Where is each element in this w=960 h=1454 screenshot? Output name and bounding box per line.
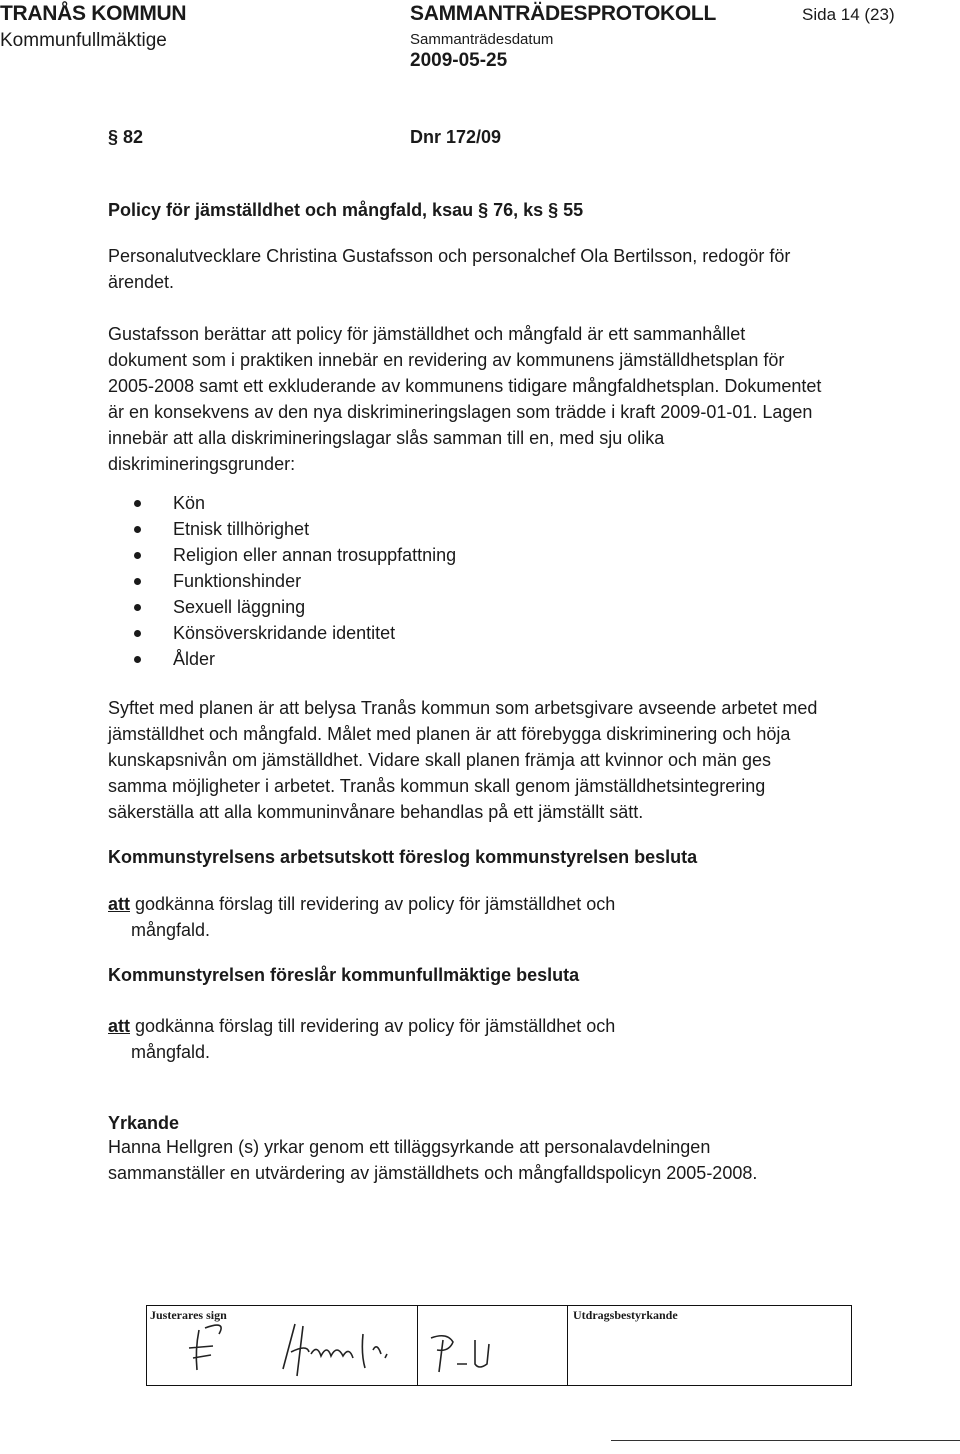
discrimination-grounds-list	[120, 490, 456, 672]
motion-heading: Yrkande	[108, 1113, 180, 1133]
list-item: Kön	[120, 490, 456, 516]
proposal-heading-ksau: Kommunstyrelsens arbetsutskott föreslog kommunstyrelsen besluta	[108, 847, 698, 867]
meeting-date-label: Sammanträdesdatum	[410, 31, 554, 48]
bullet-icon	[134, 526, 141, 533]
bullet-icon	[134, 604, 141, 611]
list-item: Etnisk tillhörighet	[120, 516, 456, 542]
bullet-icon	[134, 630, 141, 637]
page-number: Sida 14 (23)	[802, 5, 895, 24]
utdragsbestyrkande-label: Utdragsbestyrkande	[573, 1308, 678, 1322]
meeting-date: 2009-05-25	[410, 50, 508, 71]
att-label: att	[108, 1016, 130, 1036]
bottom-rule	[611, 1440, 960, 1441]
intro-paragraph: Personalutvecklare Christina Gustafsson och personalchef Ola Bertilsson, redogör för ärendet.	[108, 246, 791, 292]
list-item: Ålder	[120, 646, 456, 672]
list-item: Könsöverskridande identitet	[120, 620, 456, 646]
council-name: Kommunfullmäktige	[0, 30, 167, 51]
justerares-cell	[147, 1306, 418, 1385]
list-item: Funktionshinder	[120, 568, 456, 594]
bullet-icon	[134, 500, 141, 507]
list-item: Sexuell läggning	[120, 594, 456, 620]
item-title: Policy för jämställdhet och mångfald, ksau § 76, ks § 55	[108, 200, 584, 220]
bullet-icon	[134, 552, 141, 559]
justerares-label: Justerares sign	[150, 1308, 227, 1322]
organization-name: TRANÅS KOMMUN	[0, 2, 187, 25]
bullet-icon	[134, 656, 141, 663]
signature-jf	[177, 1320, 237, 1380]
signature-hanna	[277, 1314, 397, 1384]
motion-text: Hanna Hellgren (s) yrkar genom ett tilläggsyrkande att personalavdelningen sammanställer en utvärdering av jämställdhets och mångfalldspolicyn 2005-2008.	[108, 1137, 758, 1183]
proposal-heading-ks: Kommunstyrelsen föreslår kommunfullmäktige besluta	[108, 965, 580, 985]
description-paragraph: Gustafsson berättar att policy för jämställdhet och mångfald är ett sammanhållet dokument som i praktiken innebär en revidering av kommunens jämställdhetsplan för 2005-2008 samt ett exkluderande av kommunens tidigare mångfaldhetsplan. Dokumentet är en konsekvens av den nya diskrimineringslagen som trädde i kraft 2009-01-01. Lagen innebär att alla diskrimineringslagar slås samman till en, med sju olika diskrimineringsgrunder:	[108, 324, 822, 474]
list-item: Religion eller annan trosuppfattning	[120, 542, 456, 568]
protocol-title: SAMMANTRÄDESPROTOKOLL	[410, 2, 716, 25]
proposal-text-ks: att godkänna förslag till revidering av policy för jämställdhet och mångfald.	[108, 1016, 616, 1062]
purpose-paragraph: Syftet med planen är att belysa Tranås kommun som arbetsgivare avseende arbetet med jämställdhet och mångfald. Målet med planen är att förebygga diskriminering och höja kunskapsnivån om jämställdhet. Vidare skall planen främja att kvinnor och män ges samma möjligheter i arbetet. Tranås kommun skall genom jämställdhetsintegrering säkerställa att alla kommuninvånare behandlas på ett jämställt sätt.	[108, 698, 818, 822]
bullet-icon	[134, 578, 141, 585]
proposal-text-ksau: att godkänna förslag till revidering av policy för jämställdhet och mångfald.	[108, 894, 616, 940]
paragraph-number: § 82	[108, 127, 144, 147]
att-label: att	[108, 894, 130, 914]
signature-table	[146, 1305, 852, 1386]
divider	[567, 1306, 568, 1385]
divider	[417, 1306, 418, 1385]
signature-pu	[427, 1328, 497, 1378]
diary-number: Dnr 172/09	[410, 127, 502, 147]
